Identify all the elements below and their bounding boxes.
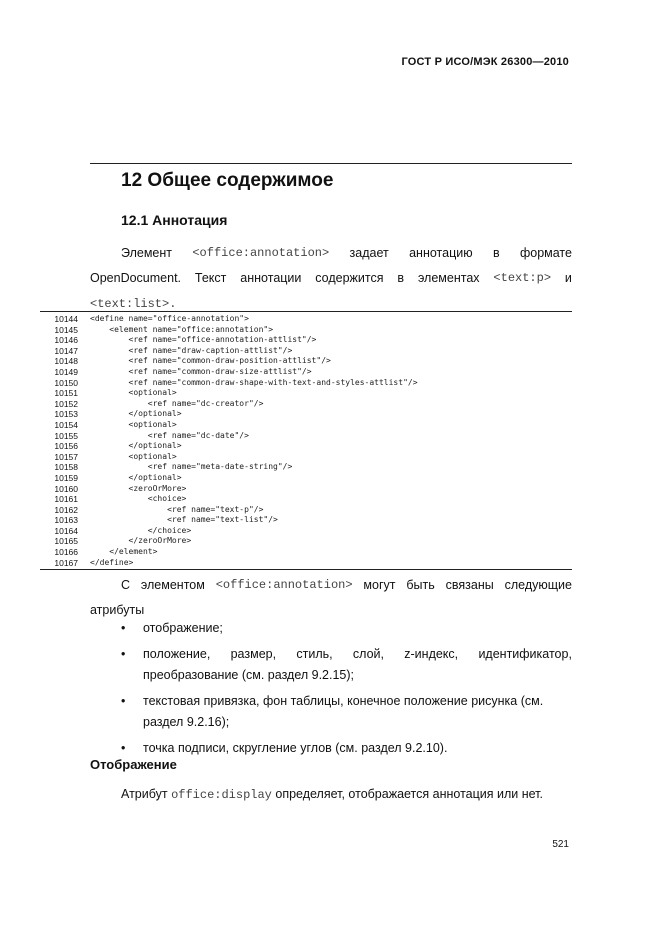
display-text: определяет, отображается аннотация или нет.	[271, 787, 543, 801]
code-line	[40, 558, 572, 569]
line-number: 10155	[54, 430, 78, 441]
inline-code: <text:p>	[493, 271, 552, 285]
code-text: <zeroOrMore>	[90, 483, 187, 493]
intro-word: Элемент	[121, 246, 172, 260]
code-text: </optional>	[90, 472, 182, 482]
list-word: z-индекс,	[404, 647, 459, 661]
code-line	[40, 388, 572, 399]
intro-line-2	[90, 266, 572, 291]
list-item	[121, 644, 572, 686]
line-number: 10145	[54, 324, 78, 335]
list-word: слой,	[352, 647, 384, 661]
line-number: 10161	[54, 494, 78, 505]
display-paragraph	[90, 782, 603, 808]
line-number: 10156	[54, 441, 78, 452]
list-item-text: точка подписи, скругление углов (см. раздел 9.2.10).	[143, 741, 448, 755]
list-word: идентификатор,	[478, 647, 572, 661]
code-text: <ref name="meta-date-string"/>	[90, 462, 293, 472]
line-number: 10152	[54, 398, 78, 409]
intro-word: Текст	[194, 271, 227, 285]
intro-paragraph	[90, 241, 572, 317]
code-text: <define name="office-annotation">	[90, 314, 249, 323]
code-line	[40, 515, 572, 526]
intro-word: в	[397, 271, 405, 285]
subsection-title: Отображение	[90, 757, 177, 772]
inline-code: <office:annotation>	[215, 578, 353, 592]
attrs-word: быть	[406, 578, 435, 592]
attribute-list	[121, 618, 572, 764]
code-line	[40, 484, 572, 495]
line-number: 10165	[54, 536, 78, 547]
line-number: 10147	[54, 345, 78, 356]
line-number: 10153	[54, 409, 78, 420]
intro-word: формате	[519, 246, 572, 260]
line-number: 10151	[54, 388, 78, 399]
bullet-icon: •	[121, 694, 126, 708]
line-number: 10166	[54, 547, 78, 558]
code-text: </choice>	[90, 525, 192, 535]
page-number: 521	[552, 839, 569, 850]
code-line	[40, 441, 572, 452]
code-line	[40, 367, 572, 378]
code-text: </element>	[90, 547, 158, 557]
line-number: 10144	[54, 314, 78, 324]
bullet-icon: •	[121, 621, 126, 635]
code-text: <ref name="common-draw-position-attlist"/>	[90, 356, 331, 366]
list-item-line	[143, 644, 572, 665]
line-number: 10164	[54, 525, 78, 536]
code-text: </define>	[90, 557, 134, 567]
code-text: </optional>	[90, 409, 182, 419]
code-text: <ref name="draw-caption-attlist"/>	[90, 345, 293, 355]
standard-header: ГОСТ Р ИСО/МЭК 26300—2010	[401, 56, 569, 68]
list-item-line: текстовая привязка, фон таблицы, конечное положение рисунка (см.	[143, 694, 544, 708]
intro-word: аннотации	[240, 271, 302, 285]
code-text: <ref name="text-list"/>	[90, 515, 278, 525]
code-line	[40, 409, 572, 420]
attrs-word: С	[121, 578, 131, 592]
line-number: 10149	[54, 366, 78, 377]
code-line	[40, 378, 572, 389]
list-word: положение,	[143, 647, 211, 661]
inline-code: <text:list>.	[90, 297, 177, 311]
intro-word: аннотацию	[409, 246, 473, 260]
line-number: 10154	[54, 419, 78, 430]
top-rule	[90, 163, 572, 164]
code-line	[40, 431, 572, 442]
line-number: 10148	[54, 356, 78, 367]
bullet-icon: •	[121, 741, 126, 755]
line-number: 10159	[54, 472, 78, 483]
code-text: <optional>	[90, 419, 177, 429]
intro-line-1	[90, 241, 572, 266]
line-number: 10160	[54, 483, 78, 494]
code-line	[40, 452, 572, 463]
code-line	[40, 536, 572, 547]
code-text: <ref name="dc-creator"/>	[90, 398, 264, 408]
code-line	[40, 399, 572, 410]
attributes-paragraph	[90, 573, 572, 623]
attrs-line-2: атрибуты	[90, 603, 145, 617]
list-item	[121, 618, 572, 639]
code-text: <choice>	[90, 494, 187, 504]
list-item	[121, 691, 572, 733]
code-text: <ref name="office-annotation-attlist"/>	[90, 335, 317, 345]
code-line	[40, 473, 572, 484]
line-number: 10167	[54, 557, 78, 568]
attrs-line-1	[90, 573, 572, 598]
bullet-icon: •	[121, 647, 126, 661]
code-text: <ref name="text-p"/>	[90, 504, 264, 514]
inline-code: <office:annotation>	[192, 246, 330, 260]
attrs-word: могут	[363, 578, 396, 592]
list-item-line: раздел 9.2.16);	[143, 715, 230, 729]
code-text: <ref name="common-draw-shape-with-text-and-styles-attlist"/>	[90, 377, 418, 387]
code-line	[40, 494, 572, 505]
code-text: <ref name="dc-date"/>	[90, 430, 249, 440]
code-text: </zeroOrMore>	[90, 536, 192, 546]
list-item-text: отображение;	[143, 621, 223, 635]
list-word: размер,	[230, 647, 277, 661]
inline-code: office:display	[171, 788, 272, 802]
attrs-word: связаны	[445, 578, 494, 592]
intro-word: OpenDocument.	[90, 271, 182, 285]
code-listing	[40, 311, 572, 570]
chapter-title: 12 Общее содержимое	[121, 170, 334, 191]
line-number: 10150	[54, 377, 78, 388]
code-line	[40, 462, 572, 473]
intro-word: и	[564, 271, 572, 285]
list-item-line: преобразование (см. раздел 9.2.15);	[143, 668, 355, 682]
line-number: 10162	[54, 504, 78, 515]
intro-word: задает	[349, 246, 389, 260]
code-text: <ref name="common-draw-size-attlist"/>	[90, 366, 312, 376]
code-line	[40, 346, 572, 357]
code-line	[40, 505, 572, 516]
code-line	[40, 356, 572, 367]
code-text: </optional>	[90, 441, 182, 451]
list-item	[121, 738, 572, 759]
code-line	[40, 420, 572, 431]
line-number: 10146	[54, 335, 78, 346]
line-number: 10157	[54, 451, 78, 462]
intro-word: содержится	[315, 271, 384, 285]
line-number: 10163	[54, 515, 78, 526]
line-number: 10158	[54, 462, 78, 473]
code-text: <optional>	[90, 388, 177, 398]
code-text: <element name="office:annotation">	[90, 324, 274, 334]
list-word: стиль,	[296, 647, 333, 661]
display-text: Атрибут	[121, 787, 172, 801]
code-line	[40, 335, 572, 346]
attrs-word: элементом	[140, 578, 205, 592]
intro-word: элементах	[417, 271, 480, 285]
code-line	[40, 526, 572, 537]
code-line	[40, 325, 572, 336]
attrs-word: следующие	[504, 578, 572, 592]
code-line	[40, 314, 572, 325]
section-title: 12.1 Аннотация	[121, 212, 228, 228]
code-text: <optional>	[90, 451, 177, 461]
intro-word: в	[492, 246, 500, 260]
code-line	[40, 547, 572, 558]
